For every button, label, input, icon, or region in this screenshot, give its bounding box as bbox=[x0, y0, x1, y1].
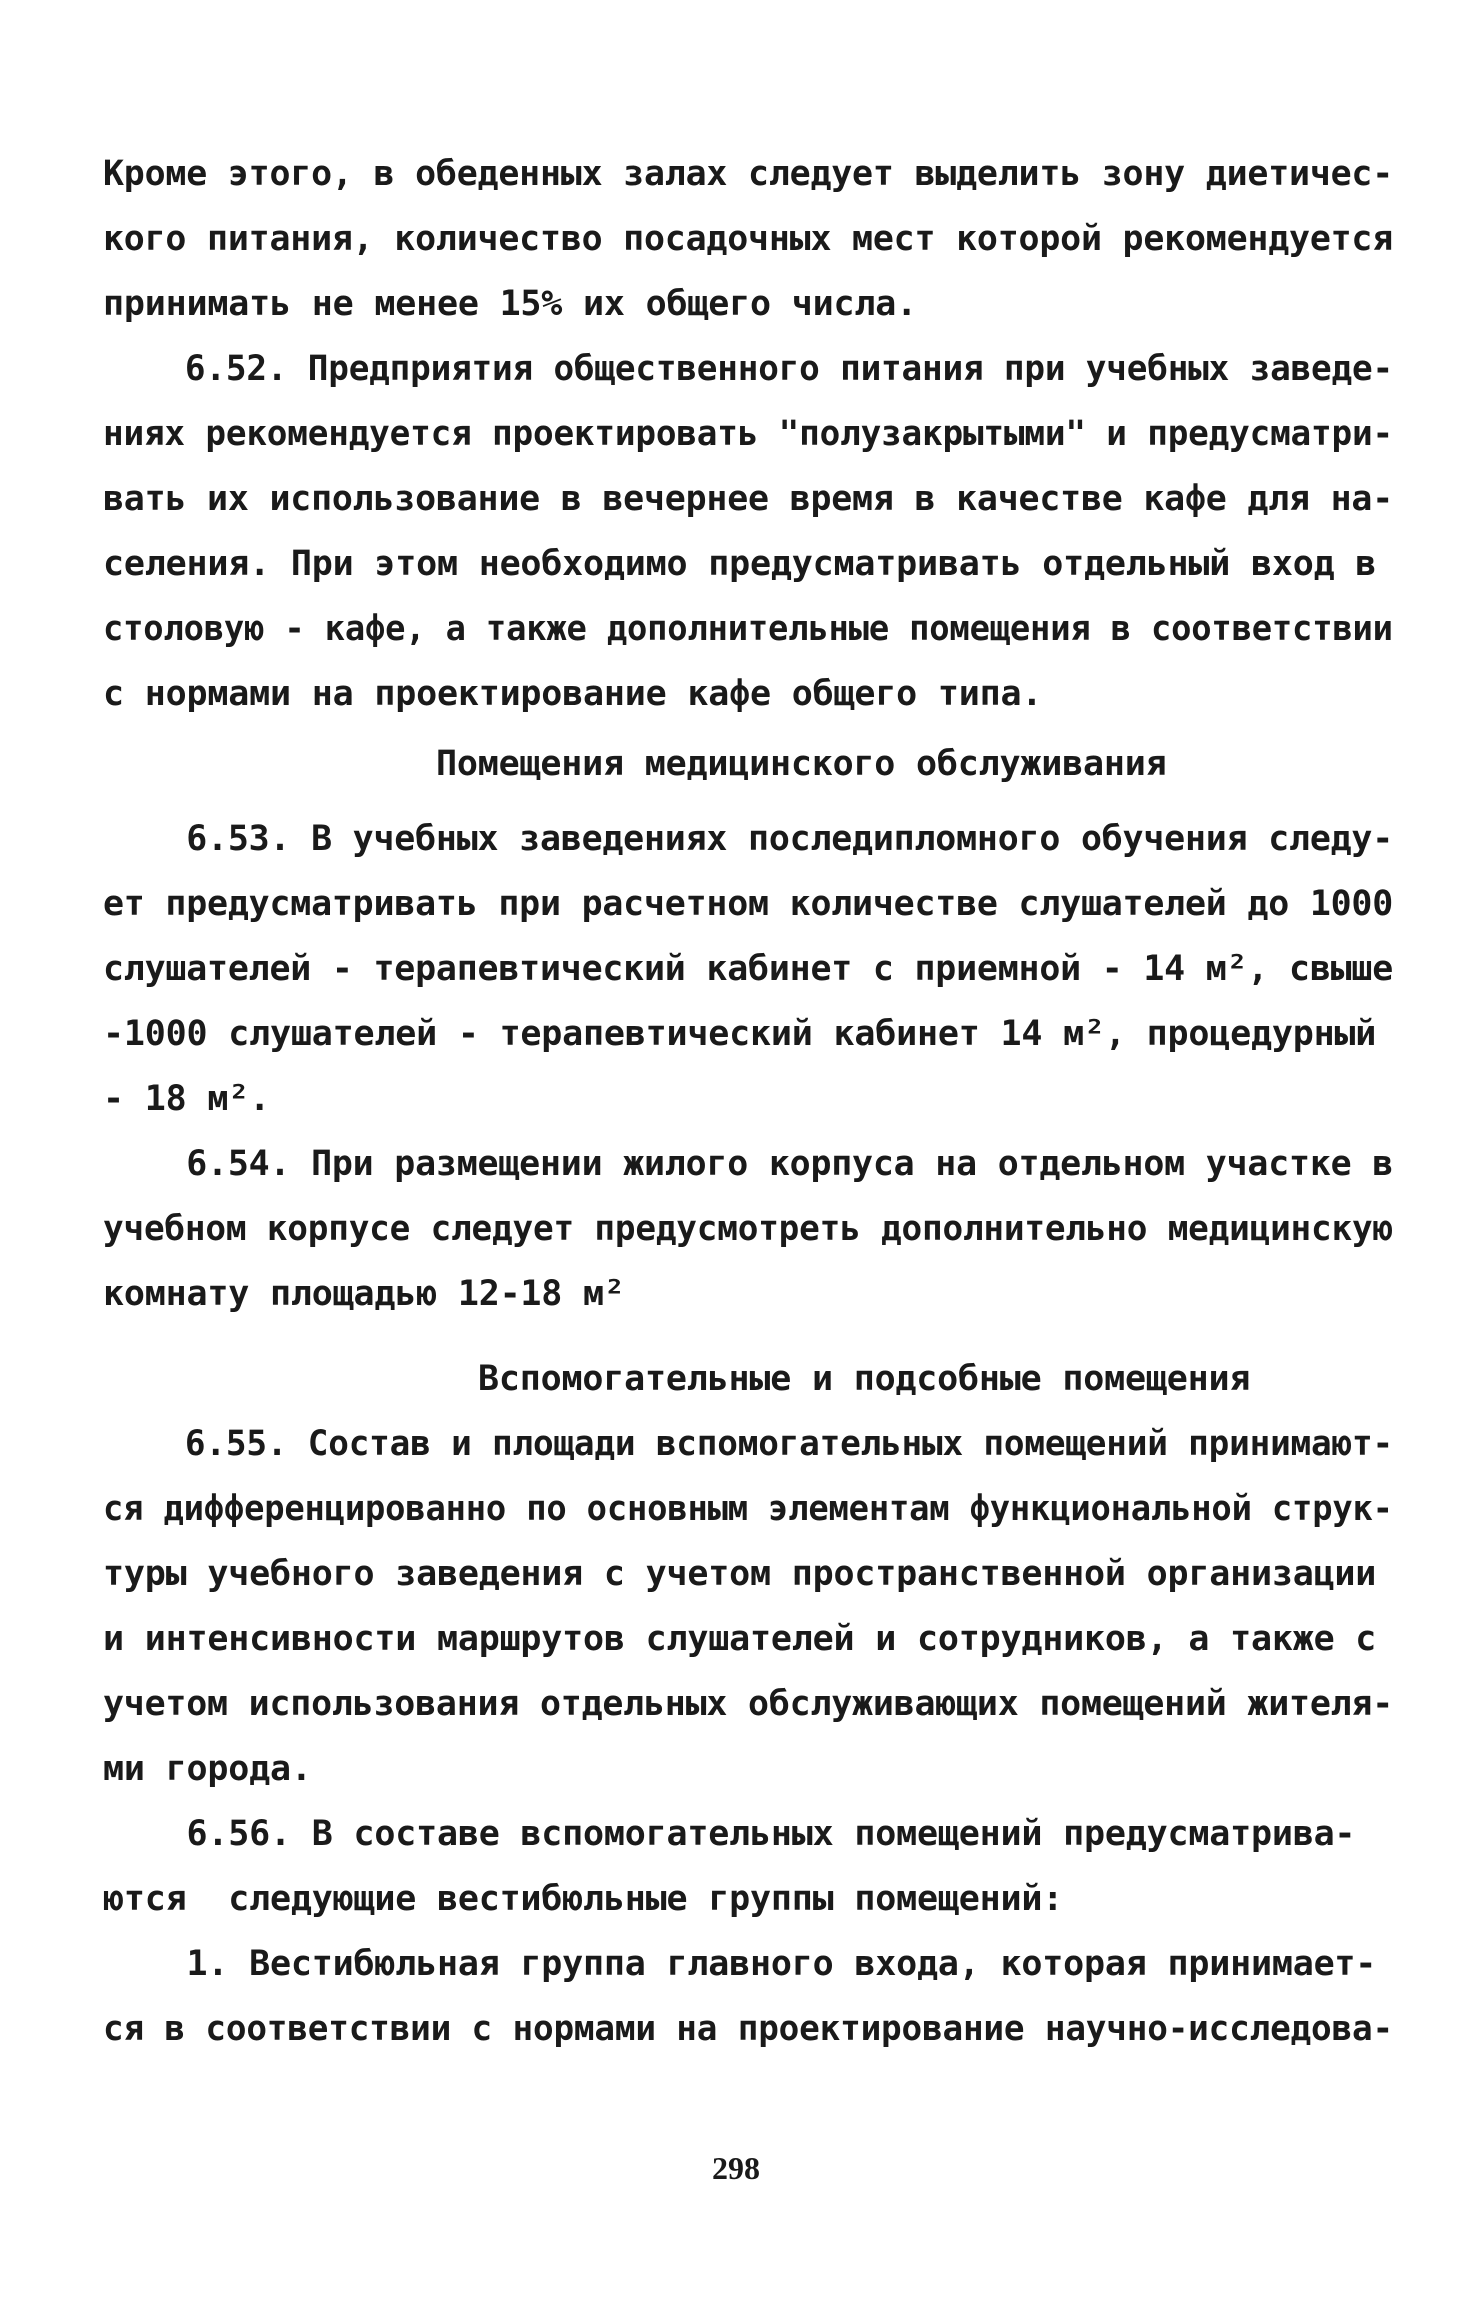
text-line: 6.54. При размещении жилого корпуса на отдельном участке в bbox=[103, 1144, 1394, 1184]
text-line: 1. Вестибюльная группа главного входа, которая принимает- bbox=[103, 1944, 1377, 1984]
text-line: ся дифференцированно по основным элементам функциональной струк- bbox=[103, 1489, 1393, 1529]
text-line: учетом использования отдельных обслуживающих помещений жителя- bbox=[103, 1684, 1394, 1724]
text-line: слушателей - терапевтический кабинет с приемной - 14 м², свыше bbox=[103, 949, 1394, 989]
text-line: ются следующие вестибюльные группы помещений: bbox=[103, 1879, 1064, 1919]
text-line: вать их использование в вечернее время в качестве кафе для на- bbox=[103, 479, 1394, 519]
text-line: ми города. bbox=[103, 1749, 312, 1789]
text-line: селения. При этом необходимо предусматривать отдельный вход в bbox=[103, 544, 1377, 584]
text-line: и интенсивности маршрутов слушателей и сотрудников, а также с bbox=[103, 1619, 1377, 1659]
text-line: учебном корпусе следует предусмотреть дополнительно медицинскую bbox=[103, 1209, 1393, 1249]
section-heading: Помещения медицинского обслуживания bbox=[436, 744, 1167, 784]
section-heading: Вспомогательные и подсобные помещения bbox=[478, 1359, 1251, 1399]
text-line: с нормами на проектирование кафе общего типа. bbox=[103, 674, 1043, 714]
text-line: комнату площадью 12-18 м² bbox=[103, 1274, 625, 1314]
text-line: 6.56. В составе вспомогательных помещений предусматрива- bbox=[103, 1814, 1356, 1854]
page-number: 298 bbox=[712, 2150, 760, 2186]
text-line: кого питания, количество посадочных мест которой рекомендуется bbox=[103, 219, 1394, 259]
text-line: столовую - кафе, а также дополнительные помещения в соответствии bbox=[103, 609, 1393, 649]
text-line: -1000 слушателей - терапевтический кабинет 14 м², процедурный bbox=[103, 1014, 1377, 1054]
text-line: 6.55. Состав и площади вспомогательных помещений принимают- bbox=[103, 1424, 1393, 1464]
text-line: 6.53. В учебных заведениях последипломного обучения следу- bbox=[103, 819, 1394, 859]
text-line: Кроме этого, в обеденных залах следует выделить зону диетичес- bbox=[103, 154, 1394, 194]
text-line: ет предусматривать при расчетном количестве слушателей до 1000 bbox=[103, 884, 1394, 924]
text-line: ся в соответствии с нормами на проектирование научно-исследова- bbox=[103, 2009, 1393, 2049]
text-line: ниях рекомендуется проектировать "полузакрытыми" и предусматри- bbox=[103, 414, 1393, 454]
text-line: 6.52. Предприятия общественного питания при учебных заведе- bbox=[103, 349, 1393, 389]
text-line: - 18 м². bbox=[103, 1079, 270, 1119]
text-line: туры учебного заведения с учетом пространственной организации bbox=[103, 1554, 1377, 1594]
text-line: принимать не менее 15% их общего числа. bbox=[103, 284, 917, 324]
